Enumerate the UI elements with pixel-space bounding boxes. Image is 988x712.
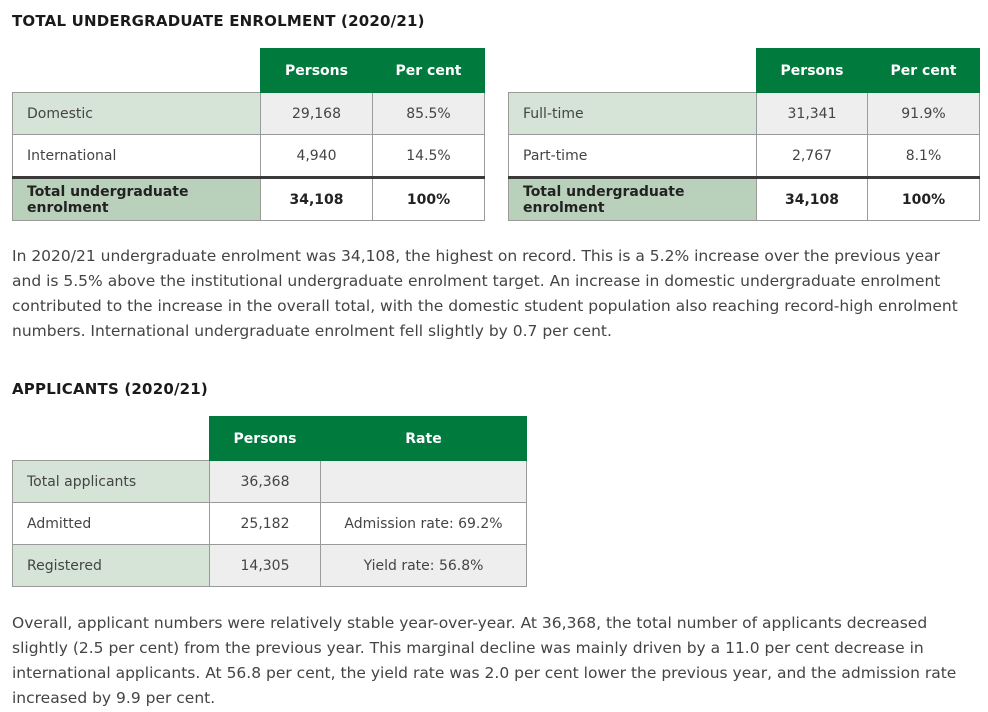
total-percent: 100%: [868, 178, 980, 221]
row-label: International: [13, 135, 261, 178]
enrolment-table-status: [508, 48, 980, 221]
column-header-persons: Persons: [210, 417, 321, 461]
percent-value: 14.5%: [373, 135, 485, 178]
table-row: [509, 93, 980, 135]
table-row: [13, 461, 527, 503]
total-label: Total undergraduate enrolment: [509, 178, 757, 221]
enrolment-table-residency: [12, 48, 485, 221]
rate-value: [321, 461, 527, 503]
column-header-rate: Rate: [321, 417, 527, 461]
row-label: Registered: [13, 545, 210, 587]
percent-value: 91.9%: [868, 93, 980, 135]
total-persons: 34,108: [757, 178, 868, 221]
enrolment-paragraph: In 2020/21 undergraduate enrolment was 34,108, the highest on record. This is a 5.2% increase over the previous year and is 5.5% above the institutional undergraduate enrolment target. An increase in domestic undergraduate enrolment contributed to the increase in the overall total, with the domestic student population also reaching record-high enrolment numbers. International undergraduate enrolment fell slightly by 0.7 per cent.: [12, 247, 958, 340]
table-row: [13, 503, 527, 545]
persons-value: 14,305: [210, 545, 321, 587]
column-header-persons: Persons: [757, 49, 868, 93]
row-label: Part-time: [509, 135, 757, 178]
column-header-percent: Per cent: [373, 49, 485, 93]
total-row: [509, 178, 980, 221]
rate-value: Yield rate: 56.8%: [321, 545, 527, 587]
percent-value: 85.5%: [373, 93, 485, 135]
row-label: Admitted: [13, 503, 210, 545]
enrolment-heading: TOTAL UNDERGRADUATE ENROLMENT (2020/21): [12, 12, 425, 30]
total-row: [13, 178, 485, 221]
row-label: Full-time: [509, 93, 757, 135]
row-label: Total applicants: [13, 461, 210, 503]
column-header-percent: Per cent: [868, 49, 980, 93]
percent-value: 8.1%: [868, 135, 980, 178]
table-row: [13, 545, 527, 587]
persons-value: 29,168: [261, 93, 373, 135]
applicants-table: [12, 416, 527, 587]
rate-value: Admission rate: 69.2%: [321, 503, 527, 545]
column-header-persons: Persons: [261, 49, 373, 93]
persons-value: 4,940: [261, 135, 373, 178]
persons-value: 2,767: [757, 135, 868, 178]
table-row: [13, 135, 485, 178]
applicants-paragraph: Overall, applicant numbers were relatively stable year-over-year. At 36,368, the total number of applicants decreased slightly (2.5 per cent) from the previous year. This marginal decline was mainly driven by a 11.0 per cent decrease in international applicants. At 56.8 per cent, the yield rate was 2.0 per cent lower the previous year, and the admission rate increased by 9.9 per cent.: [12, 614, 957, 707]
total-persons: 34,108: [261, 178, 373, 221]
total-percent: 100%: [373, 178, 485, 221]
persons-value: 31,341: [757, 93, 868, 135]
table-row: [13, 93, 485, 135]
persons-value: 25,182: [210, 503, 321, 545]
total-label: Total undergraduate enrolment: [13, 178, 261, 221]
row-label: Domestic: [13, 93, 261, 135]
persons-value: 36,368: [210, 461, 321, 503]
table-row: [509, 135, 980, 178]
applicants-heading: APPLICANTS (2020/21): [12, 380, 208, 398]
